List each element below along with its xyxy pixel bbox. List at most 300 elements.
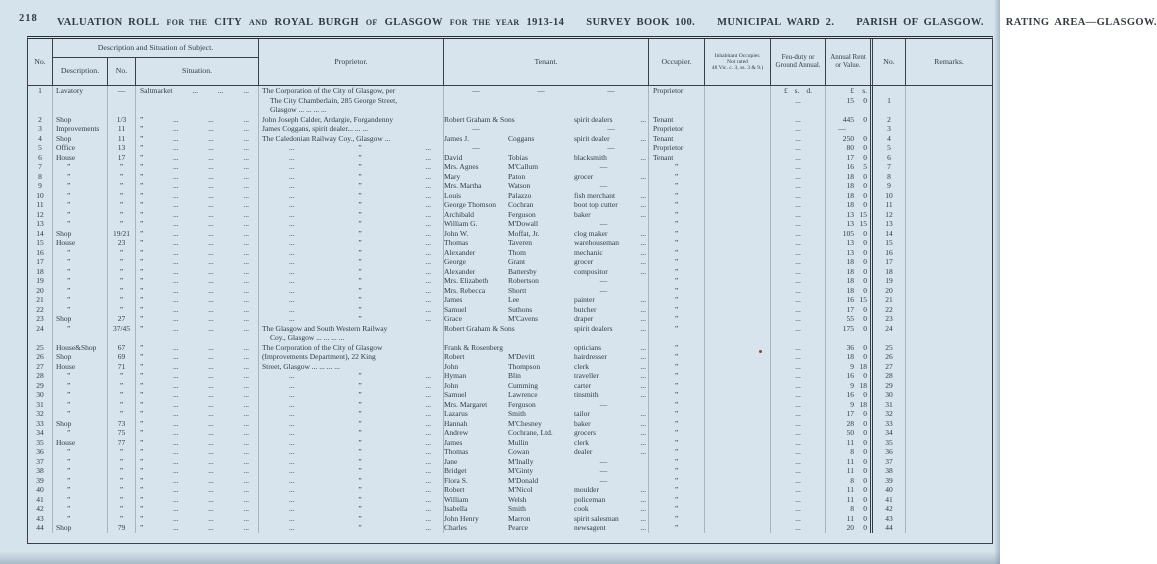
row-number-right-cell	[873, 409, 906, 419]
leader-dots: ...	[172, 513, 179, 523]
situation-cell	[136, 362, 259, 372]
leader-dots: ...	[208, 418, 214, 428]
table-row	[28, 523, 992, 533]
leader-dots: ...	[208, 342, 214, 352]
description-cell: ”	[53, 466, 108, 476]
leader-dots: ...	[243, 257, 249, 266]
leader-dots: ...	[243, 219, 249, 228]
situation-cell	[136, 352, 259, 362]
title-segment: OF	[365, 18, 378, 27]
row-number-right: 11	[885, 200, 893, 209]
table-row	[28, 267, 992, 277]
leader-dots: ...	[425, 437, 431, 447]
leader-dots: ...	[640, 390, 646, 399]
leader-dots: ...	[795, 276, 801, 285]
description-cell: ”	[53, 276, 108, 286]
rent-value	[826, 457, 870, 467]
ditto-mark: ”	[358, 257, 362, 266]
tenant-cell	[444, 362, 649, 372]
annual-rent-cell	[826, 162, 873, 172]
leader-dots: ...	[172, 352, 179, 361]
street-number-cell: 11	[108, 134, 136, 144]
leader-dots: ...	[208, 428, 214, 437]
rent-shillings: 0	[863, 238, 867, 247]
leader-dots: ...	[640, 190, 646, 200]
leader-dots: ...	[425, 181, 431, 190]
ditto-mark: ”	[140, 247, 144, 257]
table-row	[28, 276, 992, 286]
proprietor-cell	[259, 86, 444, 115]
leader-dots: ...	[172, 380, 179, 390]
col-group-label: Description and Situation of Subject.	[53, 39, 258, 58]
leader-dots: ...	[208, 380, 214, 390]
ditto-mark: ”	[140, 190, 144, 200]
ditto-mark: ”	[358, 409, 362, 418]
remarks-cell	[906, 210, 992, 220]
inhabitant-occupier-cell	[705, 447, 771, 457]
occupier-cell: ”	[649, 229, 705, 239]
leader-dots: ...	[289, 390, 295, 399]
tenant-cell	[444, 438, 649, 448]
situation-cell	[136, 523, 259, 533]
feu-duty-cell	[771, 371, 826, 381]
leader-dots: ...	[795, 219, 801, 228]
proprietor-cell	[259, 428, 444, 438]
tenant-occupation: —	[599, 456, 608, 466]
title-segment: CITY	[214, 17, 243, 28]
feu-duty-cell	[771, 219, 826, 229]
rent-value	[826, 286, 870, 296]
description-cell: ”	[53, 485, 108, 495]
rent-shillings: 0	[863, 171, 867, 181]
row-number-cell: 23	[28, 314, 53, 324]
remarks-cell	[906, 181, 992, 191]
inhabitant-occupier-cell	[705, 200, 771, 210]
inhabitant-occupier-cell	[705, 362, 771, 372]
rent-shillings: 0	[863, 276, 867, 285]
ditto-mark: ”	[140, 143, 144, 152]
leader-dots: ...	[289, 190, 295, 200]
leader-dots: ...	[425, 266, 431, 276]
rent-value	[826, 419, 870, 429]
tenant-occupation: —	[599, 181, 608, 190]
ditto-mark: ”	[140, 304, 144, 314]
row-number-right: 37	[885, 456, 893, 466]
col-header-description: Description.	[53, 58, 108, 85]
table-row	[28, 438, 992, 448]
street-number-cell: ”	[108, 181, 136, 191]
inhabitant-occupier-cell	[705, 409, 771, 419]
table-row	[28, 162, 992, 172]
inhabitant-occupier-cell	[705, 457, 771, 467]
remarks-cell	[906, 115, 992, 125]
table-row	[28, 143, 992, 153]
feu-duty-cell	[771, 257, 826, 267]
feu-duty-cell	[771, 286, 826, 296]
ditto-mark: ”	[358, 238, 362, 247]
leader-dots: ...	[425, 485, 431, 494]
rent-shillings: 0	[863, 285, 867, 295]
ditto-mark: ”	[140, 162, 144, 171]
occupier-cell: ”	[649, 438, 705, 448]
inhabitant-occupier-cell	[705, 466, 771, 476]
inhabitant-occupier-cell	[705, 305, 771, 315]
leader-dots: ...	[243, 86, 249, 95]
leader-dots: ...	[795, 447, 801, 456]
feu-duty-cell	[771, 172, 826, 182]
row-number-right: 30	[885, 390, 893, 399]
remarks-cell	[906, 124, 992, 134]
tenant-occupation: dealer	[574, 447, 593, 456]
occupier-cell: ”	[649, 191, 705, 201]
ditto-mark: ”	[358, 228, 362, 238]
remarks-cell	[906, 200, 992, 210]
situation-name: Saltmarket	[140, 86, 173, 95]
occupier-cell: ”	[649, 409, 705, 419]
proprietor-cell	[259, 153, 444, 163]
leader-dots: ...	[795, 494, 801, 504]
tenant-cell	[444, 267, 649, 277]
leader-dots: ...	[289, 171, 295, 181]
rent-value	[826, 314, 870, 324]
leader-dots: ...	[243, 181, 249, 190]
leader-dots: ...	[172, 295, 179, 304]
remarks-cell	[906, 400, 992, 410]
feu-duty-cell	[771, 267, 826, 277]
row-number-right-cell	[873, 295, 906, 305]
leader-dots: ...	[243, 513, 249, 523]
rent-pounds: 28	[846, 418, 854, 428]
rent-shillings: 18	[859, 361, 867, 371]
rent-shillings: 0	[863, 200, 867, 209]
tenant-forename: Jane	[444, 456, 458, 466]
feu-duty-cell	[771, 457, 826, 467]
rent-value	[826, 352, 870, 362]
occupier-cell: ”	[649, 172, 705, 182]
leader-dots: ...	[640, 200, 646, 209]
row-number-right-cell	[873, 86, 906, 115]
inhabitant-occupier-cell	[705, 295, 771, 305]
rent-pounds: 13	[846, 247, 854, 257]
feu-duty-cell	[771, 276, 826, 286]
rent-pounds: 11	[846, 513, 854, 523]
leader-dots: ...	[795, 437, 801, 447]
tenant-surname: Coggans	[508, 133, 535, 143]
row-number-cell: 4	[28, 134, 53, 144]
leader-dots: ...	[208, 437, 214, 447]
feu-duty-cell	[771, 447, 826, 457]
leader-dots: ...	[208, 114, 214, 124]
description-cell: House	[53, 153, 108, 163]
street-number-cell: ”	[108, 504, 136, 514]
tenant-cell	[444, 428, 649, 438]
tenant-forename: Hannah	[444, 418, 468, 428]
row-number-cell: 35	[28, 438, 53, 448]
ditto-mark: ”	[140, 219, 144, 228]
table-row	[28, 210, 992, 220]
tenant-cell	[444, 457, 649, 467]
rent-shillings: 0	[863, 447, 867, 456]
tenant-occupation: carter	[574, 380, 592, 390]
rent-pounds: 18	[846, 181, 854, 190]
ditto-mark: ”	[140, 428, 144, 437]
leader-dots: ...	[795, 380, 801, 390]
tenant-forename: Hyman	[444, 371, 467, 380]
leader-dots: ...	[640, 247, 646, 257]
page-title	[57, 12, 1157, 30]
annual-rent-cell	[826, 181, 873, 191]
leader-dots: ...	[425, 209, 431, 219]
street-number-cell: ”	[108, 219, 136, 229]
tenant-occupation: cook	[574, 504, 589, 513]
row-number-right: 42	[885, 504, 893, 513]
tenant-forename: William	[444, 494, 469, 504]
ditto-mark: ”	[140, 124, 144, 133]
leader-dots: ...	[425, 418, 431, 428]
tenant-surname: M'Ginty	[508, 466, 534, 475]
ditto-mark: ”	[140, 314, 144, 323]
leader-dots: ...	[208, 228, 214, 238]
row-number-cell: 24	[28, 324, 53, 343]
rent-shillings: 0	[863, 418, 867, 428]
inhabitant-header-line1: Inhabitant Occupier.	[714, 52, 761, 59]
rent-pounds: 15	[846, 95, 854, 105]
street-number-cell: ”	[108, 514, 136, 524]
rent-value	[826, 504, 870, 514]
leader-dots: ...	[172, 466, 179, 475]
rent-pounds: 445	[842, 114, 854, 124]
leader-dots: ...	[795, 314, 801, 323]
tenant-name: Robert Graham & Sons	[444, 323, 515, 333]
inhabitant-occupier-cell	[705, 257, 771, 267]
occupier-cell: ”	[649, 314, 705, 324]
situation-cell	[136, 181, 259, 191]
leader-dots: ...	[172, 418, 179, 428]
no-tenant-dash: —	[607, 86, 615, 95]
ditto-mark: ”	[140, 323, 144, 333]
proprietor-cell	[259, 115, 444, 125]
leader-dots: ...	[243, 428, 249, 437]
street-number-cell: ”	[108, 409, 136, 419]
proprietor-cell	[259, 200, 444, 210]
remarks-cell	[906, 428, 992, 438]
rent-pounds: 9	[850, 361, 854, 371]
ditto-mark: ”	[358, 171, 362, 181]
proprietor-cell	[259, 485, 444, 495]
leader-dots: ...	[289, 409, 295, 418]
ditto-mark: ”	[140, 200, 144, 209]
leader-dots: ...	[243, 342, 249, 352]
row-number-cell: 10	[28, 191, 53, 201]
description-cell: ”	[53, 248, 108, 258]
proprietor-cell	[259, 238, 444, 248]
col-header-annual-rent: Annual Rent or Value.	[826, 39, 873, 85]
description-cell: ”	[53, 428, 108, 438]
situation-cell	[136, 248, 259, 258]
rent-pounds: 9	[850, 399, 854, 409]
leader-dots: ...	[172, 133, 179, 143]
ditto-mark: ”	[140, 494, 144, 504]
description-cell: ”	[53, 409, 108, 419]
annual-rent-cell	[826, 447, 873, 457]
leader-dots: ...	[172, 266, 179, 276]
tenant-cell	[444, 181, 649, 191]
leader-dots	[633, 400, 648, 410]
leader-dots: ...	[243, 475, 249, 485]
row-number-right-cell	[873, 352, 906, 362]
feu-duty-cell	[771, 504, 826, 514]
ditto-mark: ”	[140, 266, 144, 276]
row-number-right-cell	[873, 447, 906, 457]
row-number-right-cell	[873, 181, 906, 191]
feu-duty-cell	[771, 390, 826, 400]
situation-cell	[136, 447, 259, 457]
remarks-cell	[906, 172, 992, 182]
page-edge-right	[994, 0, 1000, 564]
tenant-occupation: draper	[574, 314, 594, 323]
leader-dots: ...	[640, 209, 646, 219]
ditto-mark: ”	[358, 143, 362, 152]
ditto-mark: ”	[358, 380, 362, 390]
row-number-right-cell	[873, 400, 906, 410]
leader-dots: ...	[425, 447, 431, 456]
rent-shillings: 0	[863, 466, 867, 475]
leader-dots: ...	[425, 257, 431, 266]
street-number-cell: ”	[108, 191, 136, 201]
leader-dots: ...	[243, 247, 249, 257]
ditto-mark: ”	[140, 152, 144, 162]
annual-rent-cell	[826, 504, 873, 514]
row-number-right: 14	[885, 228, 893, 238]
tenant-forename: George Thomson	[444, 200, 497, 209]
rent-value	[826, 191, 870, 201]
leader-dots: ...	[208, 133, 214, 143]
tenant-forename: Lazarus	[444, 409, 468, 418]
rent-pounds: 13	[846, 238, 854, 247]
rent-shillings: 0	[863, 485, 867, 494]
leader-dots: ...	[243, 152, 249, 162]
leader-dots: ...	[217, 86, 224, 95]
feu-duty-cell	[771, 362, 826, 372]
inhabitant-occupier-cell	[705, 324, 771, 343]
description-cell: House	[53, 438, 108, 448]
rent-pounds: 250	[842, 133, 854, 143]
leader-dots: ...	[795, 523, 801, 532]
annual-rent-cell	[826, 466, 873, 476]
row-number-cell: 17	[28, 257, 53, 267]
proprietor-cell	[259, 257, 444, 267]
tenant-occupation: compositor	[574, 266, 608, 276]
rent-pounds: 11	[846, 437, 854, 447]
remarks-cell	[906, 153, 992, 163]
currency-header-feu: £ s. d.	[784, 86, 812, 95]
tenant-surname: M'Donald	[508, 475, 539, 485]
tenant-cell	[444, 286, 649, 296]
rent-shillings: 5	[863, 162, 867, 171]
proprietor-line: Glasgow ... ... ... ...	[270, 105, 327, 114]
rent-value	[826, 305, 870, 315]
table-row	[28, 343, 992, 353]
rent-shillings: 0	[863, 504, 867, 513]
rent-value	[826, 428, 870, 438]
ditto-mark: ”	[140, 523, 144, 532]
leader-dots: ...	[289, 399, 295, 409]
leader-dots: ...	[795, 181, 801, 190]
leader-dots: ...	[172, 456, 179, 466]
rent-shillings: 0	[863, 190, 867, 200]
proprietor-cell	[259, 438, 444, 448]
tenant-forename: John W.	[444, 228, 469, 238]
occupier-cell: ”	[649, 295, 705, 305]
proprietor-cell	[259, 286, 444, 296]
ditto-mark: ”	[140, 228, 144, 238]
situation-cell	[136, 381, 259, 391]
leader-dots: ...	[208, 171, 214, 181]
feu-duty-cell	[771, 295, 826, 305]
leader-dots: ...	[172, 124, 179, 133]
row-number-right-cell	[873, 286, 906, 296]
leader-dots: ...	[208, 285, 214, 295]
leader-dots: ...	[243, 143, 249, 152]
ditto-mark: ”	[140, 380, 144, 390]
leader-dots: ...	[425, 399, 431, 409]
row-number-right-cell	[873, 428, 906, 438]
leader-dots: ...	[172, 409, 179, 418]
row-number-cell: 2	[28, 115, 53, 125]
leader-dots: ...	[243, 295, 249, 304]
row-number-right-cell	[873, 210, 906, 220]
row-number-right-cell	[873, 248, 906, 258]
row-number-right-cell	[873, 381, 906, 391]
street-number-cell: 69	[108, 352, 136, 362]
leader-dots: ...	[208, 494, 214, 504]
rent-pounds: 11	[846, 485, 854, 494]
rent-pounds: 18	[846, 190, 854, 200]
row-number-cell: 1	[28, 86, 53, 115]
table-row	[28, 504, 992, 514]
row-number-cell: 15	[28, 238, 53, 248]
annual-rent-cell	[826, 400, 873, 410]
situation-cell	[136, 276, 259, 286]
ditto-mark: ”	[358, 314, 362, 323]
leader-dots: ...	[208, 304, 214, 314]
leader-dots: ...	[425, 228, 431, 238]
situation-cell	[136, 466, 259, 476]
situation-cell	[136, 343, 259, 353]
proprietor-cell	[259, 248, 444, 258]
inhabitant-occupier-cell	[705, 314, 771, 324]
row-number-right-cell	[873, 238, 906, 248]
leader-dots: ...	[795, 152, 801, 162]
ditto-mark: ”	[358, 190, 362, 200]
row-number-cell: 26	[28, 352, 53, 362]
situation-cell	[136, 419, 259, 429]
ditto-mark: ”	[140, 181, 144, 190]
row-number-cell: 6	[28, 153, 53, 163]
proprietor-line: John Joseph Calder, Ardargie, Forgandenny	[262, 114, 394, 124]
rent-value	[826, 200, 870, 210]
leader-dots: ...	[172, 238, 179, 247]
row-number-cell: 16	[28, 248, 53, 258]
row-number-cell: 33	[28, 419, 53, 429]
leader-dots: ...	[640, 295, 646, 304]
tenant-occupation: —	[599, 399, 608, 409]
inhabitant-occupier-cell	[705, 172, 771, 182]
leader-dots: ...	[640, 485, 646, 494]
description-cell: Shop	[53, 115, 108, 125]
leader-dots: ...	[208, 124, 214, 133]
rent-shillings: 0	[863, 513, 867, 523]
